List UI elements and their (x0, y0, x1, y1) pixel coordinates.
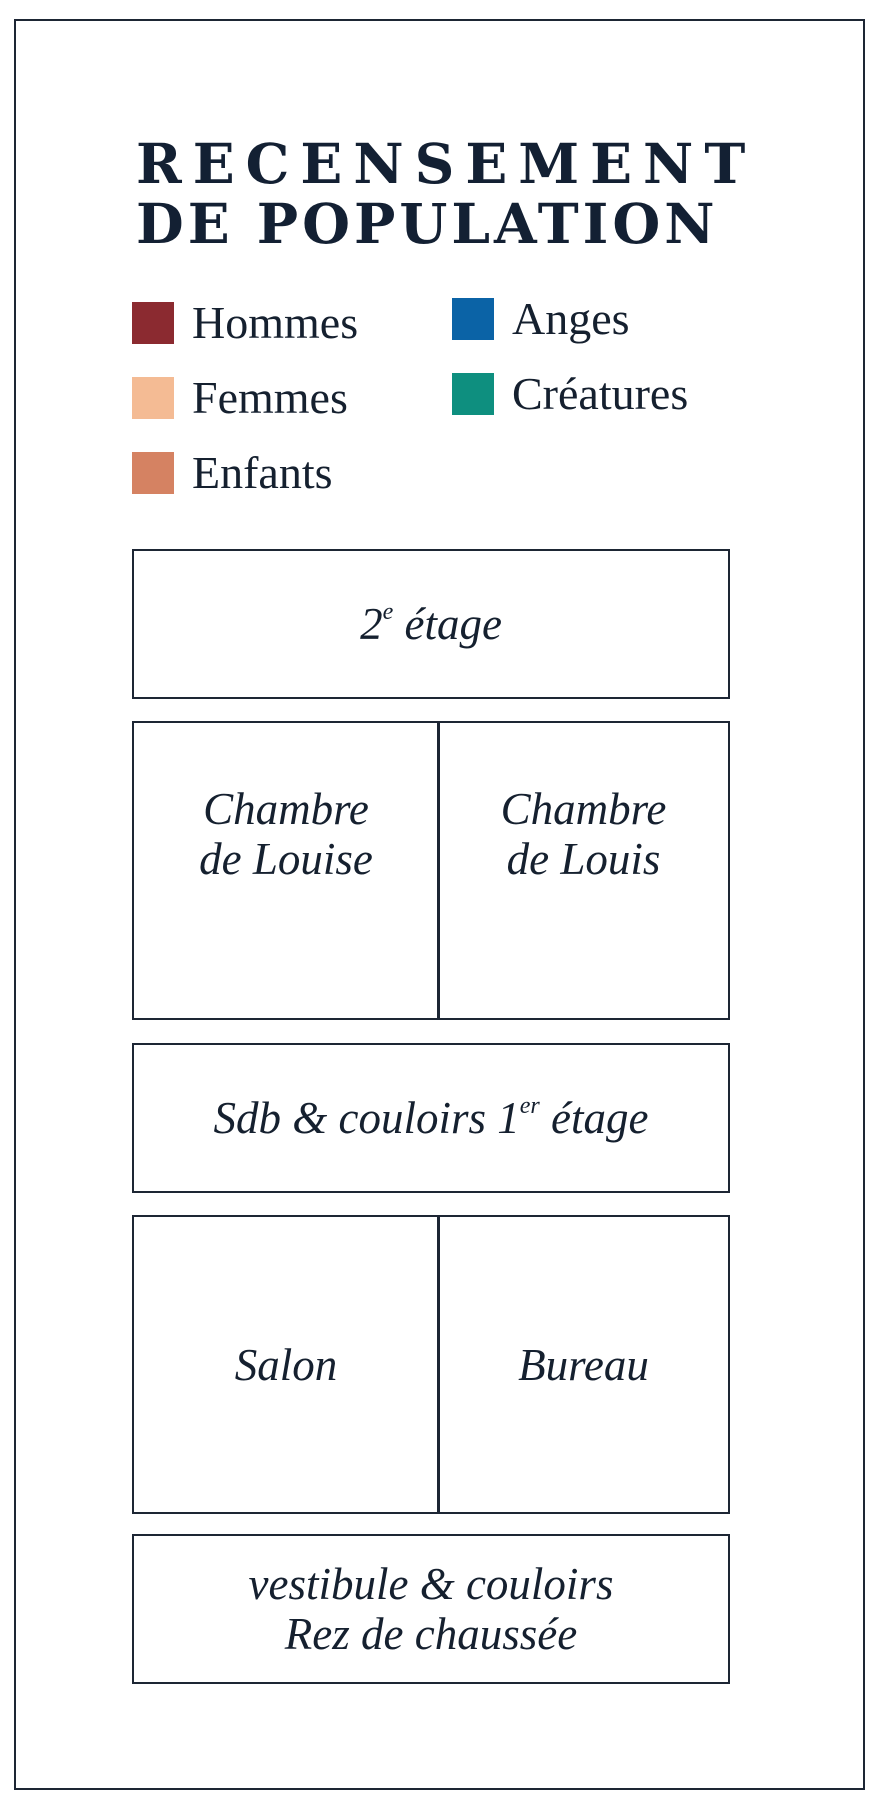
legend-swatch-anges (452, 298, 494, 340)
legend-item-enfants (132, 447, 333, 498)
legend-item-femmes (132, 372, 348, 423)
legend-item-anges (452, 293, 630, 344)
page-title (136, 131, 757, 256)
legend-label-enfants: Enfants (192, 447, 333, 498)
title-line-2: DE POPULATION (136, 191, 719, 256)
legend-swatch-enfants (132, 452, 174, 494)
room-bureau-label: Bureau (518, 1339, 649, 1390)
legend-swatch-creatures (452, 373, 494, 415)
legend-label-femmes: Femmes (192, 372, 348, 423)
room-chambre-louis[interactable] (437, 721, 730, 1020)
room-ground-floor-label: vestibule & couloirs Rez de chaussée (248, 1559, 614, 1659)
title-line-1: RECENSEMENT (136, 131, 757, 196)
room-chambre-louise[interactable] (132, 721, 440, 1020)
room-first-floor-halls[interactable] (132, 1043, 730, 1193)
legend-label-hommes: Hommes (192, 297, 359, 348)
room-ground-floor[interactable] (132, 1534, 730, 1684)
room-salon[interactable] (132, 1215, 440, 1514)
room-chambre-louis-label: Chambre de Louis (500, 783, 667, 884)
legend-item-creatures (452, 368, 689, 419)
room-bureau[interactable] (437, 1215, 730, 1514)
legend-label-creatures: Créatures (512, 368, 689, 419)
legend-item-hommes (132, 297, 359, 348)
room-second-floor-label: 2e étage (360, 599, 502, 649)
room-second-floor[interactable] (132, 549, 730, 699)
room-chambre-louise-label: Chambre de Louise (199, 783, 373, 884)
room-first-floor-halls-label: Sdb & couloirs 1er étage (213, 1093, 649, 1143)
legend-swatch-femmes (132, 377, 174, 419)
room-salon-label: Salon (234, 1339, 338, 1390)
legend-label-anges: Anges (512, 293, 630, 344)
legend-swatch-hommes (132, 302, 174, 344)
